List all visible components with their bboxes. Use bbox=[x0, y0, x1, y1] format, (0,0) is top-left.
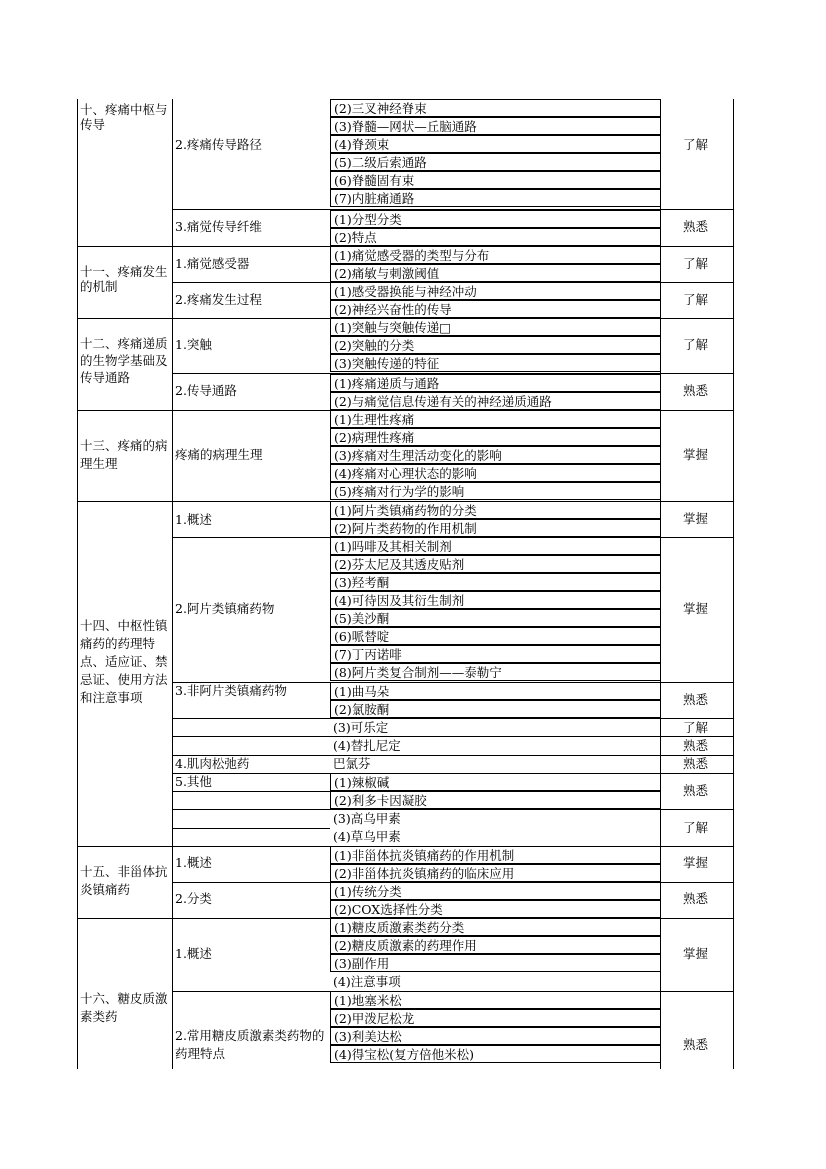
table-border-left bbox=[77, 99, 78, 1069]
table-border-right bbox=[733, 99, 734, 1069]
row-divider bbox=[172, 682, 734, 683]
row-divider bbox=[172, 736, 734, 737]
subtopic-cell: 4.肌肉松弛药 bbox=[175, 756, 250, 771]
row-divider bbox=[172, 755, 734, 756]
item-cell: (2)非甾体抗炎镇痛药的临床应用 bbox=[330, 864, 660, 882]
section-divider bbox=[77, 846, 734, 847]
level-cell: 熟悉 bbox=[683, 738, 709, 753]
item-cell: (4)疼痛对心理状态的影响 bbox=[330, 464, 660, 482]
item-cell: (1)吗啡及其相关制剂 bbox=[330, 537, 660, 555]
level-cell: 熟悉 bbox=[683, 783, 709, 798]
section-divider bbox=[77, 318, 734, 319]
column-rule bbox=[660, 99, 661, 1069]
item-cell: (3)疼痛对生理活动变化的影响 bbox=[330, 446, 660, 464]
section-title-11: 十一、疼痛发生的机制 bbox=[80, 264, 168, 294]
item-cell: (1)非甾体抗炎镇痛药的作用机制 bbox=[330, 846, 660, 864]
item-cell: (1)疼痛递质与通路 bbox=[330, 374, 660, 392]
level-cell: 了解 bbox=[683, 137, 709, 152]
item-cell: (1)感受器换能与神经冲动 bbox=[330, 282, 660, 300]
row-divider bbox=[172, 282, 734, 283]
item-cell: (2)甲泼尼松龙 bbox=[330, 1009, 660, 1027]
item-cell: (1)传统分类 bbox=[330, 882, 660, 900]
item-cell: (2)芬太尼及其透皮贴剂 bbox=[330, 555, 660, 573]
item-cell: (3)羟考酮 bbox=[330, 573, 660, 591]
item-cell: (7)丁丙诺啡 bbox=[330, 645, 660, 663]
item-cell: (5)二级后索通路 bbox=[330, 153, 660, 171]
level-cell: 熟悉 bbox=[683, 756, 709, 771]
row-divider bbox=[172, 991, 734, 992]
row-divider bbox=[172, 773, 734, 774]
level-cell: 掌握 bbox=[683, 511, 709, 526]
level-cell: 了解 bbox=[683, 820, 709, 835]
item-cell: (6)哌替啶 bbox=[330, 627, 660, 645]
row-divider bbox=[172, 718, 660, 719]
row-divider bbox=[172, 809, 734, 810]
item-cell: (4)脊颈束 bbox=[330, 135, 660, 153]
subtopic-cell: 3.痛觉传导纤维 bbox=[175, 219, 262, 234]
level-cell: 了解 bbox=[683, 256, 709, 271]
item-cell: (1)生理性疼痛 bbox=[330, 410, 660, 428]
item-cell: (1)曲马朵 bbox=[330, 682, 660, 700]
level-cell: 熟悉 bbox=[683, 383, 709, 398]
section-divider bbox=[77, 501, 734, 502]
row-divider bbox=[172, 828, 330, 829]
item-cell: (6)脊髓固有束 bbox=[330, 171, 660, 189]
item-cell: (5)美沙酮 bbox=[330, 609, 660, 627]
level-cell: 了解 bbox=[683, 292, 709, 307]
item-cell: (3)副作用 bbox=[330, 954, 660, 972]
section-title-14: 十四、中枢性镇痛药的药理特点、适应证、禁忌证、使用方法和注意事项 bbox=[80, 618, 168, 705]
level-cell: 了解 bbox=[683, 720, 709, 735]
level-cell: 熟悉 bbox=[683, 219, 709, 234]
row-divider bbox=[172, 791, 330, 792]
subtopic-cell: 1.概述 bbox=[175, 855, 212, 870]
section-divider bbox=[77, 918, 734, 919]
item-cell: (7)内脏痛通路 bbox=[330, 189, 660, 207]
item-cell: (2)糖皮质激素的药理作用 bbox=[330, 936, 660, 954]
item-cell: (4)可待因及其衍生制剂 bbox=[330, 591, 660, 609]
section-title-15: 十五、非甾体抗炎镇痛药 bbox=[80, 864, 168, 897]
item-cell: (1)阿片类镇痛药物的分类 bbox=[330, 501, 660, 519]
subtopic-cell: 2.传导通路 bbox=[175, 383, 237, 398]
item-cell: (3)脊髓—网状—丘脑通路 bbox=[330, 117, 660, 135]
item-cell: (5)疼痛对行为学的影响 bbox=[330, 482, 660, 500]
item-cell: (2)与痛觉信息传递有关的神经递质通路 bbox=[330, 392, 660, 410]
level-cell: 掌握 bbox=[683, 946, 709, 961]
section-title-10: 十、疼痛中枢与传导 bbox=[80, 102, 168, 132]
item-cell: (1)辣椒碱 bbox=[330, 773, 660, 791]
item-cell: (3)高乌甲素 bbox=[333, 811, 401, 826]
item-cell: (8)阿片类复合制剂——泰勒宁 bbox=[330, 663, 660, 681]
item-cell: (4)注意事项 bbox=[333, 974, 401, 989]
item-cell: (3)利美达松 bbox=[330, 1027, 660, 1045]
section-divider bbox=[77, 246, 734, 247]
subtopic-cell: 2.常用糖皮质激素类药物的药理特点 bbox=[175, 1028, 325, 1061]
item-cell: (3)突触传递的特征 bbox=[330, 354, 660, 372]
subtopic-cell: 2.分类 bbox=[175, 891, 212, 906]
item-cell: (2)病理性疼痛 bbox=[330, 428, 660, 446]
subtopic-cell: 1.痛觉感受器 bbox=[175, 256, 250, 271]
section-title-13: 十三、疼痛的病理生理 bbox=[80, 438, 168, 471]
item-cell: (2)利多卡因凝胶 bbox=[330, 791, 660, 809]
item-cell: (2)突触的分类 bbox=[330, 336, 660, 354]
row-divider bbox=[172, 373, 734, 374]
item-cell: (1)地塞米松 bbox=[330, 991, 660, 1009]
item-cell: (2)三叉神经脊束 bbox=[330, 99, 660, 117]
subtopic-cell: 2.阿片类镇痛药物 bbox=[175, 601, 275, 616]
column-rule bbox=[172, 99, 173, 1069]
section-title-16: 十六、糖皮质激素类药 bbox=[80, 991, 168, 1024]
item-cell: (4)替扎尼定 bbox=[333, 738, 401, 753]
item-cell: 巴氯芬 bbox=[333, 756, 371, 771]
item-cell: (1)突触与突触传递□ bbox=[330, 318, 660, 336]
row-divider bbox=[172, 882, 734, 883]
row-divider bbox=[172, 209, 734, 210]
item-cell: (4)草乌甲素 bbox=[333, 829, 401, 844]
item-cell: (1)糖皮质激素类药分类 bbox=[330, 918, 660, 936]
subtopic-cell: 1.概述 bbox=[175, 512, 212, 527]
item-cell: (2)特点 bbox=[330, 228, 660, 246]
item-cell: (2)COX选择性分类 bbox=[330, 900, 660, 918]
level-cell: 熟悉 bbox=[683, 1037, 709, 1052]
subtopic-cell: 疼痛的病理生理 bbox=[175, 447, 263, 462]
item-cell: (4)得宝松(复方倍他米松) bbox=[330, 1045, 660, 1063]
level-cell: 掌握 bbox=[683, 855, 709, 870]
item-cell: (2)氯胺酮 bbox=[330, 700, 660, 718]
section-divider bbox=[77, 410, 734, 411]
row-divider bbox=[660, 718, 734, 719]
level-cell: 掌握 bbox=[683, 447, 709, 462]
row-divider bbox=[172, 537, 734, 538]
item-cell: (3)可乐定 bbox=[333, 720, 389, 735]
subtopic-cell: 1.概述 bbox=[175, 946, 212, 961]
section-title-12: 十二、疼痛递质的生物学基础及传导通路 bbox=[80, 336, 168, 385]
item-cell: (2)痛敏与刺激阈值 bbox=[330, 264, 660, 282]
level-cell: 熟悉 bbox=[683, 692, 709, 707]
item-cell: (2)阿片类药物的作用机制 bbox=[330, 519, 660, 537]
subtopic-cell: 3.非阿片类镇痛药物 bbox=[175, 683, 287, 698]
item-cell: (1)痛觉感受器的类型与分布 bbox=[330, 246, 660, 264]
subtopic-cell: 1.突触 bbox=[175, 337, 212, 352]
item-cell: (2)神经兴奋性的传导 bbox=[330, 300, 660, 318]
level-cell: 熟悉 bbox=[683, 891, 709, 906]
level-cell: 掌握 bbox=[683, 601, 709, 616]
item-cell: (1)分型分类 bbox=[330, 210, 660, 228]
subtopic-cell: 2.疼痛传导路径 bbox=[175, 137, 262, 152]
level-cell: 了解 bbox=[683, 337, 709, 352]
subtopic-cell: 5.其他 bbox=[175, 774, 212, 789]
subtopic-cell: 2.疼痛发生过程 bbox=[175, 292, 262, 307]
